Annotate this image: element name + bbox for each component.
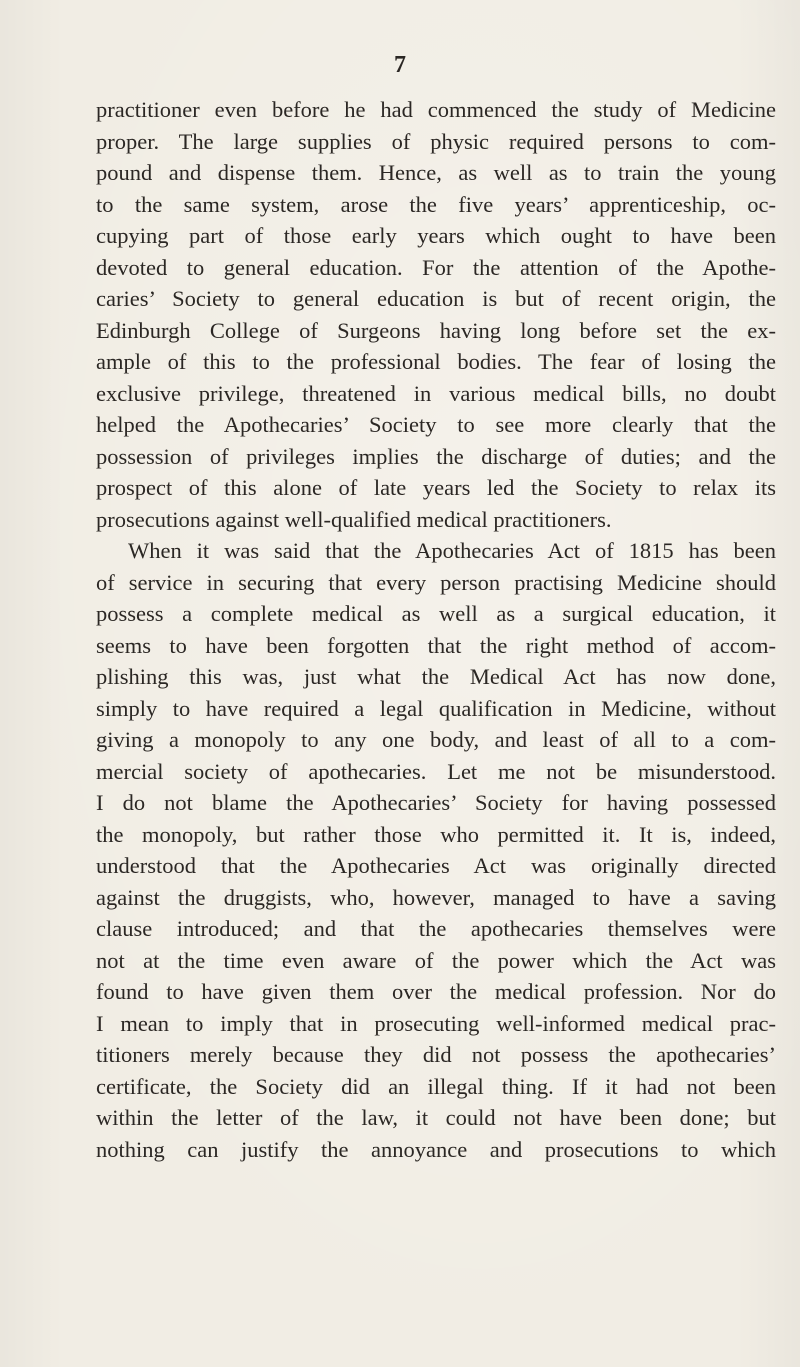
- text-line: devoted to general education. For the attention of the Apothe-: [96, 254, 776, 280]
- text-line: ample of this to the professional bodies. The fear of losing the: [96, 349, 776, 374]
- text-line: nothing can justify the annoyance and prosecutions to which: [96, 1136, 776, 1162]
- text-line: within the letter of the law, it could not have been done; but: [96, 1105, 776, 1130]
- text-line: caries’ Society to general education is but of recent origin, the: [96, 286, 776, 311]
- text-line: prosecutions against well-qualified medical practitioners.: [96, 506, 612, 532]
- text-line: cupying part of those early years which ought to have been: [96, 223, 776, 248]
- text-line: giving a monopoly to any one body, and least of all to a com-: [96, 727, 776, 752]
- text-line: seems to have been forgotten that the right method of accom-: [96, 632, 776, 658]
- text-line: Edinburgh College of Surgeons having long before set the ex-: [96, 317, 776, 343]
- text-line: the monopoly, but rather those who permitted it. It is, indeed,: [96, 821, 776, 847]
- text-line: against the druggists, who, however, managed to have a saving: [96, 884, 776, 910]
- text-line: mercial society of apothecaries. Let me not be misunderstood.: [96, 758, 776, 784]
- text-line: possession of privileges implies the discharge of duties; and the: [96, 443, 776, 469]
- text-line: I mean to imply that in prosecuting well-informed medical prac-: [96, 1010, 776, 1036]
- text-line: exclusive privilege, threatened in various medical bills, no doubt: [96, 380, 776, 406]
- text-line: plishing this was, just what the Medical Act has now done,: [96, 664, 776, 689]
- text-line: certificate, the Society did an illegal thing. If it had not been: [96, 1073, 776, 1099]
- text-line: found to have given them over the medical profession. Nor do: [96, 979, 776, 1004]
- text-line: of service in securing that every person practising Medicine should: [96, 569, 776, 595]
- text-line: prospect of this alone of late years led the Society to relax its: [96, 475, 776, 500]
- text-line: helped the Apothecaries’ Society to see more clearly that the: [96, 412, 776, 437]
- text-line: pound and dispense them. Hence, as well as to train the young: [96, 160, 776, 185]
- text-line: understood that the Apothecaries Act was originally directed: [96, 853, 776, 878]
- text-line: titioners merely because they did not possess the apothecaries’: [96, 1042, 776, 1067]
- text-line: practitioner even before he had commenced the study of Medicine: [96, 97, 776, 122]
- text-line: possess a complete medical as well as a surgical education, it: [96, 601, 776, 626]
- page-number: 7: [394, 52, 406, 78]
- text-line: I do not blame the Apothecaries’ Society for having possessed: [96, 790, 776, 815]
- text-line: simply to have required a legal qualification in Medicine, without: [96, 695, 776, 721]
- text-line: proper. The large supplies of physic required persons to com-: [96, 128, 776, 154]
- body-text: [96, 94, 776, 1165]
- text-line: clause introduced; and that the apothecaries themselves were: [96, 916, 776, 941]
- text-line: When it was said that the Apothecaries Act of 1815 has been: [128, 538, 776, 563]
- text-line: to the same system, arose the five years’ apprenticeship, oc-: [96, 191, 776, 217]
- text-line: not at the time even aware of the power which the Act was: [96, 947, 776, 973]
